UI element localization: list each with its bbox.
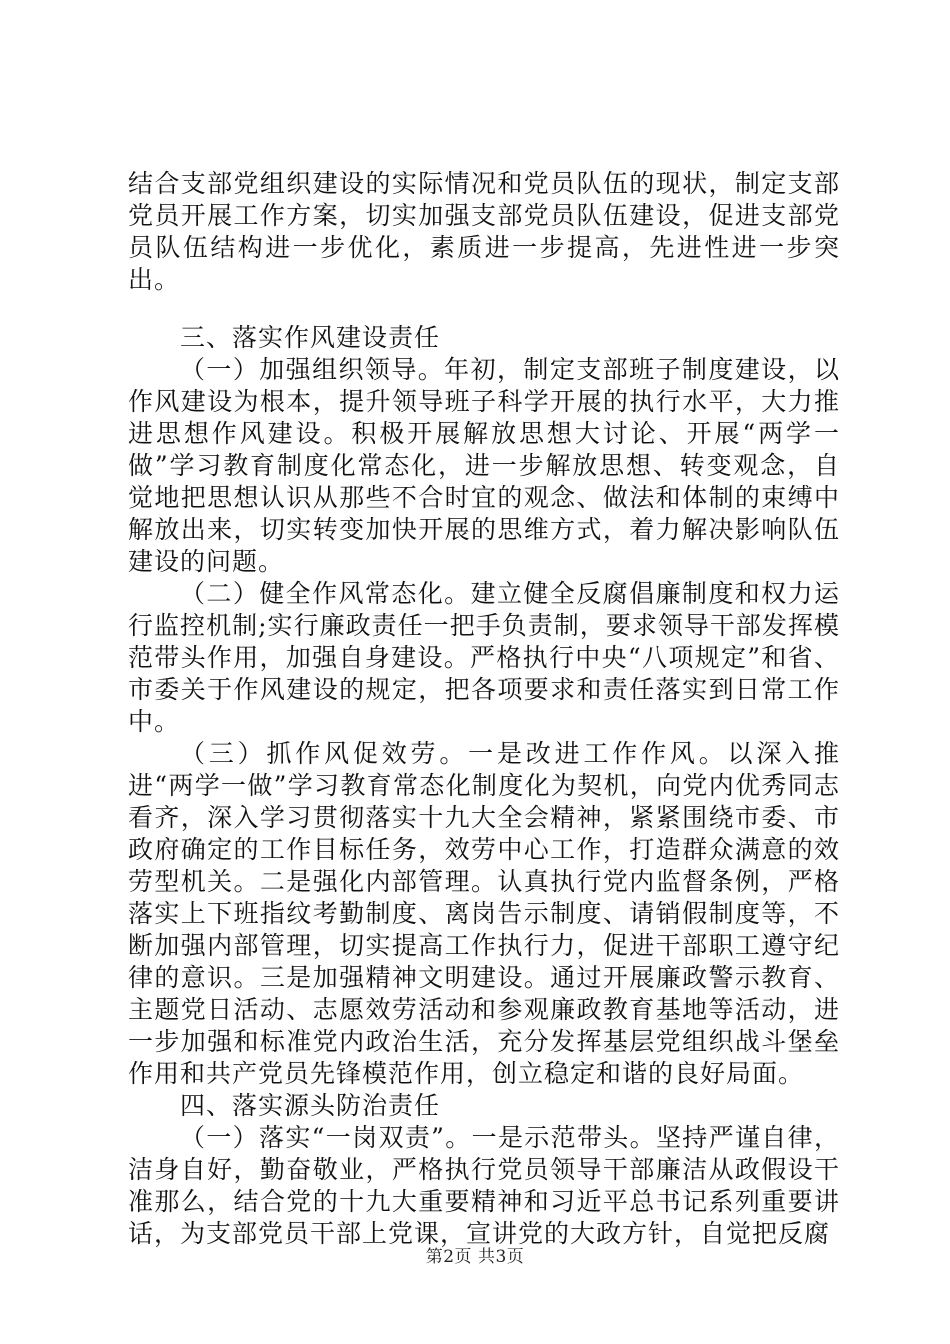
- paragraph-continuation: 结合支部党组织建设的实际情况和党员队伍的现状，制定支部党员开展工作方案，切实加强支部党员队伍建设，促进支部党员队伍结构进一步优化，素质进一步提高，先进性进一步突出。: [128, 169, 840, 294]
- document-body: [128, 168, 840, 1250]
- paragraph-4-1: （一）落实“一岗双责”。一是示范带头。坚持严谨自律，洁身自好，勤奋敬业，严格执行党员领导干部廉洁从政假设干准那么，结合党的十九大重要精神和习近平总书记系列重要讲话，为支部党员干部上党课，宣讲党的大政方针，自觉把反腐: [128, 1123, 840, 1248]
- paragraph-3-2: （二）健全作风常态化。建立健全反腐倡廉制度和权力运行监控机制;实行廉政责任一把手负责制，要求领导干部发挥模范带头作用，加强自身建设。严格执行中央“八项规定”和省、市委关于作风建设的规定，把各项要求和责任落实到日常工作中。: [128, 579, 840, 736]
- page-number-footer: 第2页 共3页: [425, 1247, 525, 1267]
- paragraph-3-3: （三）抓作风促效劳。一是改进工作作风。以深入推进“两学一做”学习教育常态化制度化为契机，向党内优秀同志看齐，深入学习贯彻落实十九大全会精神，紧紧围绕市委、市政府确定的工作目标任务，效劳中心工作，打造群众满意的效劳型机关。二是强化内部管理。认真执行党内监督条例，严格落实上下班指纹考勤制度、离岗告示制度、请销假制度等，不断加强内部管理，切实提高工作执行力，促进干部职工遵守纪律的意识。三是加强精神文明建设。通过开展廉政警示教育、主题党日活动、志愿效劳活动和参观廉政教育基地等活动，进一步加强和标准党内政治生活，充分发挥基层党组织战斗堡垒作用和共产党员先锋模范作用，创立稳定和谐的良好局面。: [128, 739, 840, 1088]
- section-heading-3: 三、落实作风建设责任: [180, 323, 441, 352]
- paragraph-gap: [128, 296, 840, 322]
- paragraph-3-1: （一）加强组织领导。年初，制定支部班子制度建设，以作风建设为根本，提升领导班子科学开展的执行水平，大力推进思想作风建设。积极开展解放思想大讨论、开展“两学一做”学习教育制度化常态化，进一步解放思想、转变观念，自觉地把思想认识从那些不合时宜的观念、做法和体制的束缚中解放出来，切实转变加快开展的思维方式，着力解决影响队伍建设的问题。: [128, 355, 840, 576]
- section-heading-4: 四、落实源头防治责任: [180, 1091, 441, 1120]
